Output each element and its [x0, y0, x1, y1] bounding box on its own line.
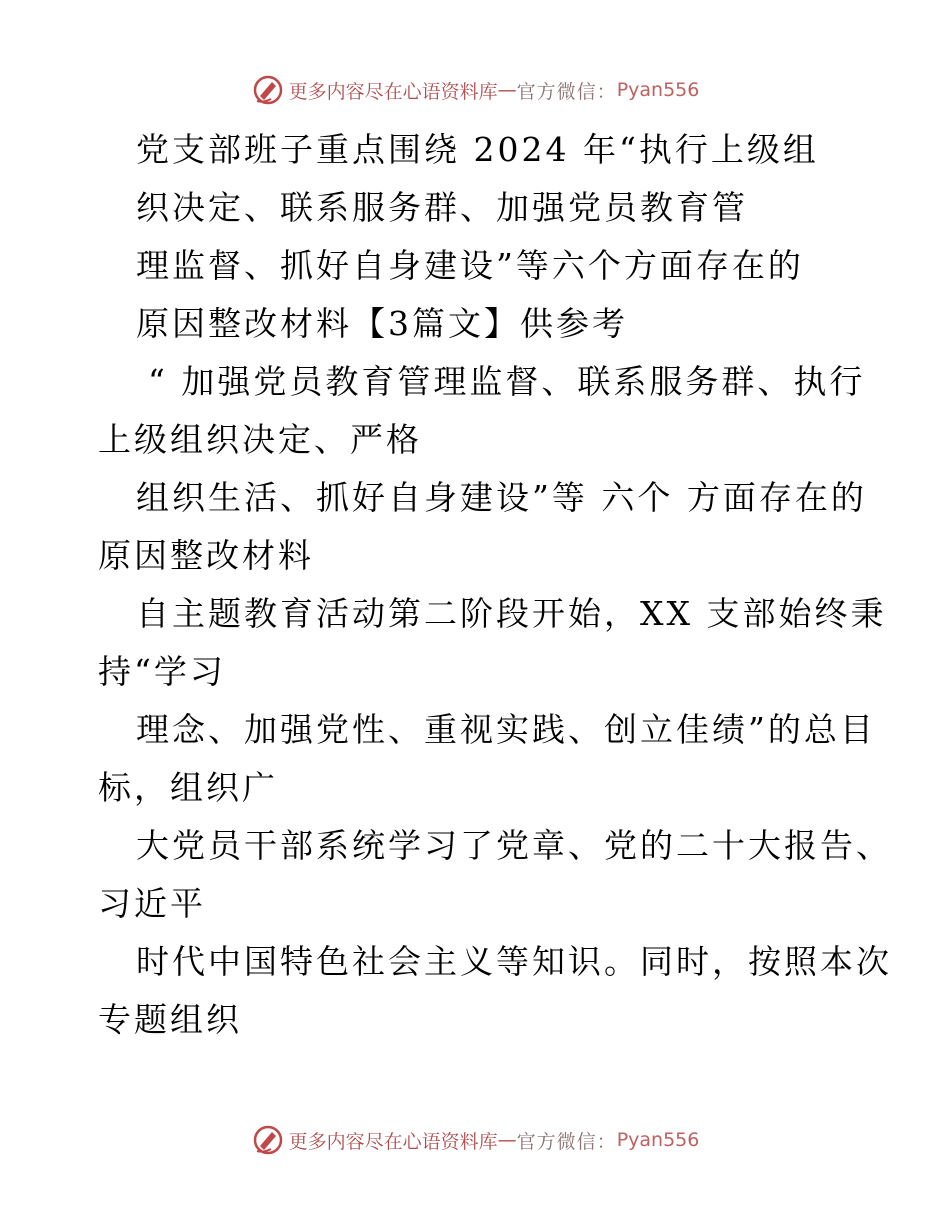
title-line-3: 理监督、抓好自身建设”等六个方面存在的	[136, 246, 804, 285]
paragraph-line: 持“学习	[98, 652, 226, 691]
title-line-4: 原因整改材料【3篇文】供参考	[136, 304, 628, 343]
title-line-2: 织决定、联系服务群、加强党员教育管	[136, 188, 748, 227]
paragraph-line: 原因整改材料	[98, 536, 314, 575]
paragraph-line: 习近平	[98, 884, 206, 923]
banner-official-label: 官方微信：	[516, 80, 617, 103]
paragraph-line: 时代中国特色社会主义等知识。同时，按照本次	[136, 942, 892, 981]
paragraph-line: 理念、加强党性、重视实践、创立佳绩”的总目	[136, 710, 876, 749]
banner-dash: —	[497, 1129, 517, 1151]
banner-wechat-handle: Pyan556	[616, 79, 700, 101]
pen-logo-icon	[251, 1123, 285, 1157]
paragraph-line: 自主题教育活动第二阶段开始，XX 支部始终秉	[136, 594, 887, 633]
paragraph-line: 大党员干部系统学习了党章、党的二十大报告、	[136, 826, 892, 865]
paragraph-line: 标，组织广	[98, 768, 278, 807]
paragraph-line: “ 加强党员教育管理监督、联系服务群、执行	[148, 362, 866, 401]
footer-watermark-banner	[0, 1120, 950, 1160]
banner-brand-text: 更多内容尽在心语资料库	[288, 1130, 498, 1153]
paragraph-line: 专题组织	[98, 1000, 242, 1039]
header-watermark-banner	[0, 70, 950, 110]
paragraph-line: 组织生活、抓好自身建设”等 六个 方面存在的	[136, 478, 867, 517]
title-line-1: 党支部班子重点围绕 2024 年“执行上级组	[136, 130, 819, 169]
banner-dash: —	[497, 79, 517, 101]
banner-wechat-handle: Pyan556	[616, 1129, 700, 1151]
pen-logo-icon	[251, 73, 285, 107]
banner-brand-text: 更多内容尽在心语资料库	[288, 80, 498, 103]
paragraph-line: 上级组织决定、严格	[98, 420, 422, 459]
banner-official-label: 官方微信：	[516, 1130, 617, 1153]
